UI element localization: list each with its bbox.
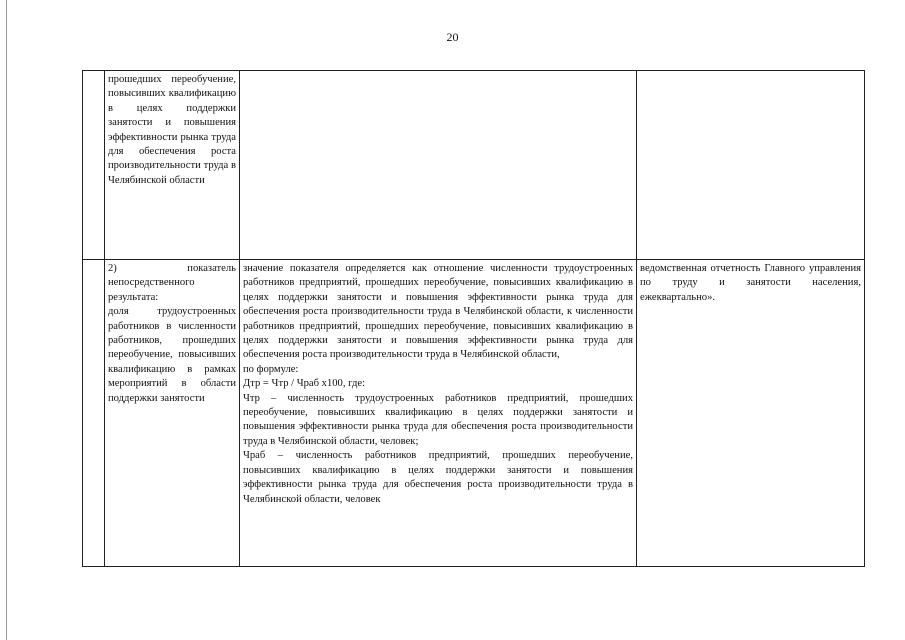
method-term-chrab: Чраб – численность работников предприятий, прошедших переобучение, повысивших квалификацию в целях поддержки занятости и повышения эффективности рынка труда для обеспечения роста производительности труда в Челябинской области, человек <box>243 450 633 505</box>
row2-indicator-heading: 2) показатель непосредственного результата: <box>108 263 236 303</box>
method-definition: значение показателя определяется как отношение численности трудоустроенных работников предприятий, прошедших переобучение, повысивших квалификацию в целях поддержки занятости и повышения эффективности рынка труда для обеспечения роста производительности труда в Челябинской области, к численности работников предприятий, прошедших переобучение, повысивших квалификацию в целях поддержки занятости и повышения эффективности рынка труда для обеспечения роста производительности труда в Челябинской области, <box>243 263 633 361</box>
row2-method-cell <box>240 260 637 567</box>
table-row <box>83 71 865 260</box>
indicator-table <box>82 70 865 567</box>
row1-source-cell <box>637 71 865 260</box>
row2-indicator-name: доля трудоустроенных работников в численности работников, прошедших переобучение, повысивших квалификацию в рамках мероприятий в области поддержки занятости <box>108 306 236 404</box>
row2-source-cell <box>637 260 865 567</box>
method-term-chtr: Чтр – численность трудоустроенных работников предприятий, прошедших переобучение, повысивших квалификацию в целях поддержки занятости и повышения эффективности рынка труда для обеспечения роста производительности труда в Челябинской области, человек; <box>243 392 633 447</box>
row2-indicator-name-cell <box>105 260 240 567</box>
page-number: 20 <box>446 30 459 44</box>
row2-data-source: ведомственная отчетность Главного управления по труду и занятости населения, ежеквартально». <box>640 263 861 303</box>
row1-method-cell <box>240 71 637 260</box>
table-row <box>83 260 865 567</box>
row1-indicator-name-cell <box>105 71 240 260</box>
row1-number-cell <box>83 71 105 260</box>
page-left-edge <box>6 0 7 640</box>
method-formula: Дтр = Чтр / Чраб х100, где: <box>243 378 365 390</box>
row2-number-cell <box>83 260 105 567</box>
row1-indicator-name: прошедших переобучение, повысивших квалификацию в целях поддержки занятости и повышения эффективности рынка труда для обеспечения роста производительности труда в Челябинской области <box>108 74 236 186</box>
method-formula-intro: по формуле: <box>243 363 299 375</box>
